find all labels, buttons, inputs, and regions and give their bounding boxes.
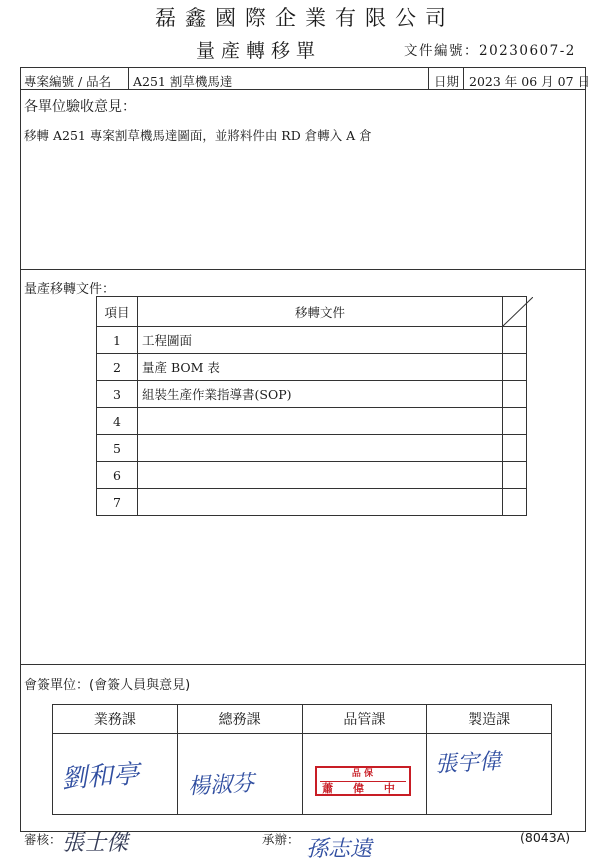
row-check-cell (503, 327, 527, 354)
table-row (97, 354, 527, 381)
row-document-name (138, 462, 503, 489)
row-number: 7 (97, 489, 138, 516)
unit-quality-control: 品管課 (302, 705, 427, 734)
countersign-signatures-row (53, 734, 552, 815)
documents-label: 量產移轉文件： (24, 282, 116, 297)
unit-manufacturing: 製造課 (427, 705, 552, 734)
column-item-header: 項目 (97, 297, 138, 327)
countersign-units-row (53, 705, 552, 734)
form-title: 量產轉移單 (196, 40, 322, 62)
document-number (404, 39, 576, 59)
review-label: 審核： (24, 832, 62, 847)
row-number: 3 (97, 381, 138, 408)
unit-sales: 業務課 (53, 705, 178, 734)
company-name: 磊鑫國際企業有限公司 (155, 6, 455, 30)
row-check-cell (503, 435, 527, 462)
row-number: 5 (97, 435, 138, 462)
documents-section-divider (20, 664, 586, 665)
opinion-text: 移轉 A251 專案割草機馬達圖面，並將料件由 RD 倉轉入 A 倉 (24, 128, 372, 143)
diagonal-slash-icon (503, 297, 533, 326)
unit-general-affairs: 總務課 (177, 705, 302, 734)
row-check-cell (503, 489, 527, 516)
handler-signature: 孫志遠 (306, 837, 373, 862)
check-column-header (503, 297, 527, 327)
project-value: A251 割草機馬達 (133, 74, 233, 89)
signature-cell-quality-control (302, 734, 427, 815)
opinion-section-divider (20, 269, 586, 270)
table-row (97, 408, 527, 435)
signature-general-affairs: 楊淑芬 (187, 771, 255, 800)
row-check-cell (503, 381, 527, 408)
document-number-label: 文件編號： (404, 43, 479, 59)
date-value-divider (463, 67, 464, 89)
signature-manufacturing: 張宇偉 (434, 749, 502, 778)
row-number: 1 (97, 327, 138, 354)
date-label-divider (428, 67, 429, 89)
signature-cell-general-affairs (177, 734, 302, 815)
signature-cell-manufacturing (427, 734, 552, 815)
row-document-name: 量產 BOM 表 (138, 354, 503, 381)
row-check-cell (503, 408, 527, 435)
table-row (97, 462, 527, 489)
table-row (97, 327, 527, 354)
row-document-name (138, 489, 503, 516)
row-number: 4 (97, 408, 138, 435)
row-check-cell (503, 462, 527, 489)
handler-label: 承辦： (262, 832, 300, 847)
countersign-table (52, 704, 552, 815)
stamp-bottom-text: 蕭 偉 中 (322, 782, 403, 795)
column-document-header: 移轉文件 (138, 297, 503, 327)
row-document-name (138, 435, 503, 462)
row-check-cell (503, 354, 527, 381)
documents-table-header (97, 297, 527, 327)
signature-cell-sales (53, 734, 178, 815)
documents-table (96, 296, 527, 516)
row-number: 2 (97, 354, 138, 381)
table-row (97, 435, 527, 462)
form-number: (8043A) (520, 830, 571, 845)
approval-stamp (315, 766, 411, 796)
table-row (97, 489, 527, 516)
stamp-top-text: 品 保 (351, 769, 374, 779)
row-document-name: 工程圖面 (138, 327, 503, 354)
review-signature: 張士傑 (62, 831, 129, 856)
project-label: 專案編號 / 品名 (24, 74, 112, 89)
signature-sales: 劉和亭 (60, 759, 141, 795)
countersign-label: 會簽單位：(會簽人員與意見) (24, 678, 191, 693)
document-number-value: 20230607-2 (479, 43, 576, 59)
row-document-name (138, 408, 503, 435)
opinion-label: 各單位驗收意見： (24, 99, 136, 115)
date-value: 2023 年 06 月 07 日 (469, 74, 590, 89)
row-number: 6 (97, 462, 138, 489)
row-document-name: 組裝生產作業指導書(SOP) (138, 381, 503, 408)
table-row (97, 381, 527, 408)
date-label: 日期 (434, 74, 460, 89)
project-label-divider (128, 67, 129, 89)
